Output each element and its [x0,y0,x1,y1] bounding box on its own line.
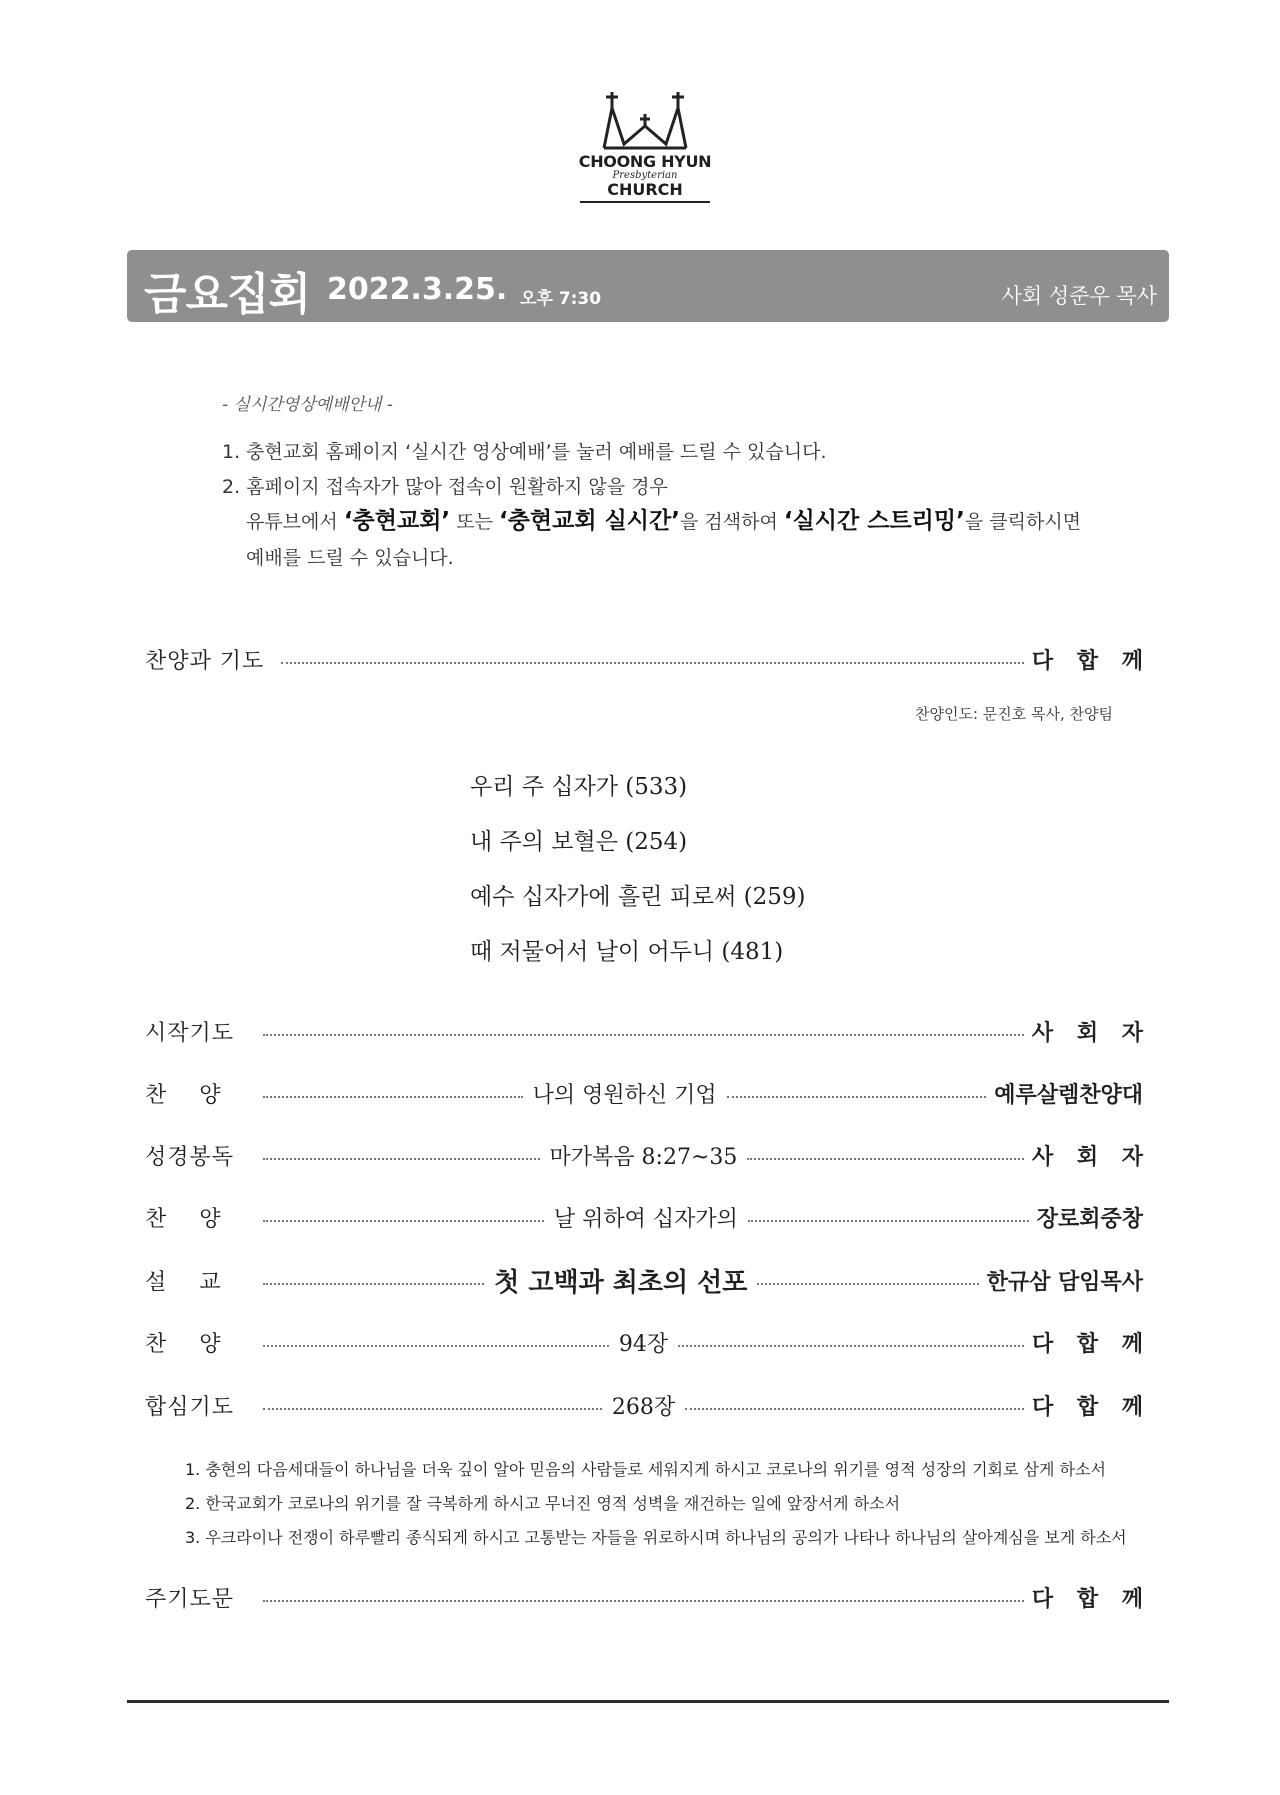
sermon-title: 첫 고백과 최초의 선포 [494,1267,748,1298]
order-row-sermon [145,1263,1143,1297]
order-row-ensemble [145,1200,1143,1234]
prayer-topic: 3. 우크라이나 전쟁이 하루빨리 종식되게 하시고 고통받는 자들을 위로하시며 하나님의 공의가 나타나 하나님의 살아계심을 보게 하소서 [185,1528,1127,1547]
order-item: 마가복음 8:27~35 [549,1144,738,1170]
order-responsible: 한규삼 담임목사 [986,1268,1144,1295]
logo-name-line1: CHOONG HYUN [578,152,712,171]
notice-line-3 [246,502,1081,535]
prayer-topic: 1. 충현의 다음세대들이 하나님을 더욱 깊이 알아 믿음의 사람들로 세워지게 하시고 코로나의 위기를 영적 성장의 기회로 삼게 하소서 [185,1460,1106,1479]
notice-keyword-1: ‘충현교회’ [343,508,451,534]
dot-leader [747,1158,1024,1160]
service-date: 2022.3.25. [327,272,508,307]
order-label: 주기도문 [145,1586,235,1612]
order-row-opening-prayer [145,1014,1151,1048]
order-item: 나의 영원하신 기업 [532,1082,717,1108]
order-label: 시작기도 [145,1020,235,1046]
logo-underline [580,201,710,203]
dot-leader [678,1345,1024,1347]
service-host: 사회 성준우 목사 [1001,284,1157,308]
notice-line-4: 예배를 드릴 수 있습니다. [246,547,454,569]
notice-line-3-a: 유튜브에서 [246,511,344,533]
hymn-item: 때 저물어서 날이 어두니 (481) [470,939,784,965]
dot-leader [757,1283,978,1285]
dot-leader [263,1158,540,1160]
order-label: 설교 [145,1269,254,1295]
order-responsible: 장로회중창 [1036,1205,1143,1232]
order-responsible: 다 합 께 [1031,1585,1151,1612]
dot-leader [263,1600,1024,1602]
prayer-topic: 2. 한국교회가 코로나의 위기를 잘 극복하게 하시고 무너진 영적 성벽을 재건하는 일에 앞장서게 하소서 [185,1494,901,1513]
notice-line-3-e: 을 검색하여 [679,511,784,533]
order-row-united-prayer [145,1388,1152,1422]
order-row-lords-prayer [145,1580,1151,1614]
notice-line-1: 1. 충현교회 홈페이지 ‘실시간 영상예배’를 눌러 예배를 드릴 수 있습니다. [222,441,827,463]
notice-line-3-c: 또는 [450,511,499,533]
order-row-anthem [145,1076,1143,1110]
order-label: 합심기도 [145,1394,235,1420]
order-row-praise [145,642,1151,676]
order-item: 268장 [611,1394,676,1420]
dot-leader [685,1408,1024,1410]
praise-leader: 찬양인도: 문진호 목사, 찬양팀 [915,705,1114,723]
order-responsible: 사 회 자 [1031,1143,1152,1170]
dot-leader [281,662,1024,664]
church-spires-icon [590,88,700,150]
order-label: 찬양 [145,1082,254,1108]
order-item: 날 위하여 십자가의 [553,1206,738,1232]
dot-leader [263,1283,484,1285]
notice-keyword-2: ‘충현교회 실시간’ [498,508,680,534]
dot-leader [263,1096,523,1098]
order-label: 성경봉독 [145,1144,235,1170]
order-responsible: 예루살렘찬양대 [994,1081,1143,1108]
order-label: 찬양과 기도 [145,648,265,674]
church-logo [570,88,720,220]
order-label: 찬양 [145,1206,254,1232]
hymn-item: 내 주의 보혈은 (254) [470,829,688,855]
footer-divider [127,1700,1169,1703]
order-row-scripture [145,1138,1152,1172]
order-item: 94장 [618,1331,669,1357]
notice-line-2: 2. 홈페이지 접속자가 많아 접속이 원활하지 않을 경우 [222,476,668,498]
order-responsible: 다 합 께 [1031,1330,1152,1357]
service-title: 금요집회 [144,269,311,320]
order-responsible: 다 합 께 [1031,1393,1152,1420]
header-bar [127,250,1169,322]
hymn-item: 예수 십자가에 흘린 피로써 (259) [470,884,806,910]
service-time: 오후 7:30 [520,289,602,309]
notice-line-3-g: 을 클릭하시면 [964,511,1082,533]
notice-title: - 실시간영상예배안내 - [222,395,393,415]
dot-leader [748,1220,1029,1222]
dot-leader [263,1345,609,1347]
notice-keyword-3: ‘실시간 스트리밍’ [783,508,965,534]
dot-leader [263,1408,602,1410]
order-label: 찬양 [145,1331,254,1357]
order-responsible: 다 합 께 [1031,647,1151,674]
hymn-item: 우리 주 십자가 (533) [470,774,688,800]
dot-leader [263,1034,1024,1036]
dot-leader [263,1220,544,1222]
dot-leader [727,1096,987,1098]
order-responsible: 사 회 자 [1031,1019,1151,1046]
order-row-hymn [145,1325,1152,1359]
logo-name-line2: Presbyterian [612,170,678,181]
logo-name-line3: CHURCH [607,180,683,199]
